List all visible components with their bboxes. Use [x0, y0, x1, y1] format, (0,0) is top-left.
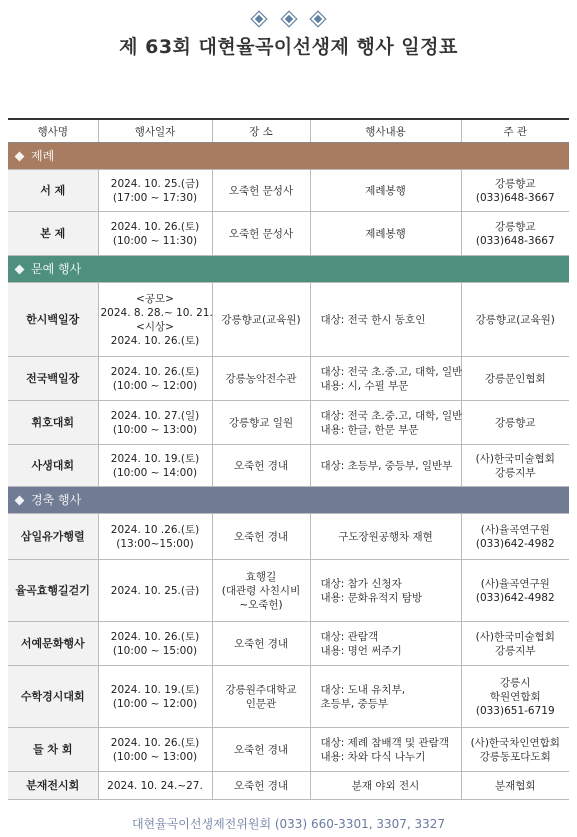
event-name-cell: 서예문화행사	[8, 622, 98, 666]
event-date-line: 2024. 10. 24.~27.	[107, 779, 203, 792]
event-host-line: (033)642-4982	[475, 591, 555, 604]
footer-contact: 대현율곡이선생제전위원회 (033) 660-3301, 3307, 3327	[131, 817, 446, 831]
event-content-line: 구도장원공행차 재현	[338, 530, 433, 543]
header-event-name: 행사명	[8, 119, 98, 143]
event-date-line: 2024. 10. 27.(일)	[110, 409, 200, 422]
event-host-line: (사)한국미술협회	[475, 630, 555, 643]
event-place-line: (대관령 사친시비	[221, 584, 301, 597]
table-row	[8, 401, 569, 445]
event-place-cell	[212, 212, 310, 256]
diamond-ornament-icon	[280, 11, 297, 28]
event-date-cell	[98, 666, 212, 728]
event-name-cell: 휘호대회	[8, 401, 98, 445]
diamond-ornament-icon	[309, 11, 326, 28]
event-content-cell	[310, 622, 461, 666]
section-header	[8, 143, 569, 170]
section-header	[8, 256, 569, 283]
event-name-cell: 수학경시대회	[8, 666, 98, 728]
event-place-cell	[212, 622, 310, 666]
section-header-row	[8, 143, 569, 170]
event-date-line: 2024. 10. 25.(금)	[110, 584, 200, 597]
event-host-cell	[461, 357, 569, 401]
event-name-cell: 분재전시회	[8, 772, 98, 800]
event-content-cell	[310, 283, 461, 357]
section-label: 제례	[31, 149, 55, 163]
table-row	[8, 560, 569, 622]
event-place-line: 강릉원주대학교	[225, 683, 297, 696]
event-date-cell	[98, 283, 212, 357]
event-host-line: 강릉향교	[494, 220, 536, 233]
diamond-bullet-icon	[15, 265, 25, 275]
event-place-cell	[212, 357, 310, 401]
event-date-line: (10:00 ~ 13:00)	[112, 423, 198, 436]
event-host-line: (033)642-4982	[475, 537, 555, 550]
event-date-cell	[98, 514, 212, 560]
section-header-row	[8, 487, 569, 514]
table-row	[8, 445, 569, 487]
header-host: 주 관	[461, 119, 569, 143]
table-header-row	[8, 119, 569, 143]
event-content-line: 대상: 초등부, 중등부, 일반부	[320, 459, 453, 472]
event-date-line: 2024. 10. 26.(토)	[110, 736, 200, 749]
event-date-cell	[98, 357, 212, 401]
event-date-line: (10:00 ~ 13:00)	[112, 750, 198, 763]
event-place-cell	[212, 445, 310, 487]
event-host-cell	[461, 170, 569, 212]
event-place-line: 인문관	[245, 697, 277, 710]
event-place-cell	[212, 772, 310, 800]
event-content-cell	[310, 728, 461, 772]
event-date-line: 2024. 10. 26.(토)	[110, 220, 200, 233]
event-host-line: (사)율곡연구원	[480, 523, 550, 536]
table-row	[8, 170, 569, 212]
event-host-cell	[461, 666, 569, 728]
event-host-line: 학원연합회	[489, 690, 541, 703]
event-place-cell	[212, 560, 310, 622]
event-name-cell: 전국백일장	[8, 357, 98, 401]
event-date-line: 2024. 10. 19.(토)	[110, 683, 200, 696]
header-place: 장 소	[212, 119, 310, 143]
event-content-line: 대상: 전국 초.중.고, 대학, 일반	[320, 365, 463, 378]
event-date-cell	[98, 560, 212, 622]
event-place-cell	[212, 170, 310, 212]
event-date-cell	[98, 401, 212, 445]
event-content-cell	[310, 170, 461, 212]
table-body	[8, 143, 569, 800]
diamond-bullet-icon	[15, 152, 25, 162]
event-content-line: 제례봉행	[365, 184, 406, 197]
event-host-line: 강릉문인협회	[484, 372, 546, 385]
event-host-cell	[461, 283, 569, 357]
event-name-cell: 삼일유가행렬	[8, 514, 98, 560]
table-row	[8, 772, 569, 800]
event-date-cell	[98, 728, 212, 772]
event-content-cell	[310, 772, 461, 800]
event-host-cell	[461, 401, 569, 445]
event-host-line: 강릉지부	[494, 644, 536, 657]
event-date-line: 2024. 10. 26.(토)	[110, 334, 200, 347]
event-date-line: (17:00 ~ 17:30)	[112, 191, 198, 204]
event-host-cell	[461, 622, 569, 666]
event-place-line: 효행길	[245, 570, 277, 583]
event-place-line: ~오죽헌)	[239, 598, 283, 611]
event-content-line: 내용: 문화유적지 탐방	[320, 591, 422, 604]
event-content-line: 제례봉행	[365, 227, 406, 240]
event-name-cell: 한시백일장	[8, 283, 98, 357]
event-host-line: (033)648-3667	[475, 234, 555, 247]
event-date-line: 2024. 10. 19.(토)	[110, 452, 200, 465]
table-row	[8, 357, 569, 401]
event-content-cell	[310, 357, 461, 401]
schedule-table	[8, 118, 569, 800]
event-date-line: (10:00 ~ 14:00)	[112, 466, 198, 479]
event-date-line: 2024. 10 .26.(토)	[110, 523, 200, 536]
event-date-line: 2024. 10. 26.(토)	[110, 365, 200, 378]
event-name-cell: 율곡효행길걷기	[8, 560, 98, 622]
event-host-line: 강릉지부	[494, 466, 536, 479]
event-place-line: 오죽헌 경내	[233, 459, 289, 472]
event-content-line: 대상: 전국 초.중.고, 대학, 일반	[320, 409, 463, 422]
event-place-line: 오죽헌 문성사	[228, 227, 294, 240]
event-name-cell: 서 제	[8, 170, 98, 212]
event-place-cell	[212, 283, 310, 357]
section-label: 경축 행사	[31, 493, 82, 507]
event-date-line: (10:00 ~ 12:00)	[112, 697, 198, 710]
event-place-line: 오죽헌 문성사	[228, 184, 294, 197]
event-content-cell	[310, 401, 461, 445]
event-host-cell	[461, 560, 569, 622]
table-row	[8, 622, 569, 666]
event-content-cell	[310, 445, 461, 487]
section-header	[8, 487, 569, 514]
header-content: 행사내용	[310, 119, 461, 143]
event-date-line: 2024. 8. 28.~ 10. 21.	[100, 306, 213, 319]
section-header-row	[8, 256, 569, 283]
event-host-line: (사)한국차인연합회	[470, 736, 560, 749]
event-host-line: 강릉시	[500, 676, 531, 689]
event-host-cell	[461, 212, 569, 256]
event-place-line: 오죽헌 경내	[233, 637, 289, 650]
event-content-cell	[310, 212, 461, 256]
event-place-line: 강릉농악전수관	[225, 372, 297, 385]
event-date-cell	[98, 772, 212, 800]
event-content-cell	[310, 514, 461, 560]
event-host-line: (033)648-3667	[475, 191, 555, 204]
event-host-cell	[461, 514, 569, 560]
header-date: 행사일자	[98, 119, 212, 143]
table-row	[8, 514, 569, 560]
event-content-line: 내용: 한글, 한문 부문	[320, 423, 419, 436]
event-place-line: 강릉향교 일원	[228, 416, 294, 429]
event-place-cell	[212, 728, 310, 772]
event-host-cell	[461, 445, 569, 487]
event-content-line: 분재 야외 전시	[351, 779, 420, 792]
event-name-cell: 사생대회	[8, 445, 98, 487]
event-date-line: 2024. 10. 26.(토)	[110, 630, 200, 643]
section-label: 문예 행사	[31, 262, 82, 276]
title-ornament	[0, 10, 577, 29]
event-name-cell: 본 제	[8, 212, 98, 256]
event-date-line: 2024. 10. 25.(금)	[110, 177, 200, 190]
diamond-ornament-icon	[251, 11, 268, 28]
event-place-line: 오죽헌 경내	[233, 530, 289, 543]
event-place-cell	[212, 401, 310, 445]
event-content-cell	[310, 560, 461, 622]
event-host-line: 분재협회	[494, 779, 536, 792]
event-date-line: (10:00 ~ 15:00)	[112, 644, 198, 657]
table-row	[8, 283, 569, 357]
event-date-line: (10:00 ~ 12:00)	[112, 379, 198, 392]
diamond-bullet-icon	[15, 496, 25, 506]
event-date-cell	[98, 622, 212, 666]
event-content-line: 대상: 제례 참배객 및 관람객	[320, 736, 449, 749]
event-date-line: (10:00 ~ 11:30)	[112, 234, 198, 247]
event-content-line: 대상: 도내 유치부,	[320, 683, 406, 696]
event-host-line: (033)651-6719	[475, 704, 555, 717]
event-content-line: 내용: 시, 수필 부문	[320, 379, 409, 392]
event-content-line: 초등부, 중등부	[320, 697, 389, 710]
event-host-line: (사)한국미술협회	[475, 452, 555, 465]
event-host-cell	[461, 772, 569, 800]
event-host-line: 강릉향교	[494, 177, 536, 190]
event-host-line: (사)율곡연구원	[480, 577, 550, 590]
table-row	[8, 666, 569, 728]
event-date-line: (13:00~15:00)	[116, 537, 194, 550]
event-place-cell	[212, 514, 310, 560]
event-date-cell	[98, 170, 212, 212]
event-content-cell	[310, 666, 461, 728]
event-host-cell	[461, 728, 569, 772]
event-content-line: 내용: 차와 다식 나누기	[320, 750, 426, 763]
event-date-line: <공모>	[136, 292, 174, 305]
page-title: 제 63회 대현율곡이선생제 행사 일정표	[119, 36, 458, 58]
event-place-line: 오죽헌 경내	[233, 743, 289, 756]
event-name-cell: 들 차 회	[8, 728, 98, 772]
event-place-cell	[212, 666, 310, 728]
event-content-line: 내용: 명언 써주기	[320, 644, 402, 657]
event-place-line: 오죽헌 경내	[233, 779, 289, 792]
event-date-cell	[98, 445, 212, 487]
event-content-line: 대상: 전국 한시 동호인	[320, 313, 426, 326]
event-host-line: 강릉동포다도회	[479, 750, 551, 763]
event-host-line: 강릉향교(교육원)	[475, 313, 555, 326]
table-row	[8, 728, 569, 772]
event-content-line: 대상: 참가 신청자	[320, 577, 402, 590]
table-row	[8, 212, 569, 256]
event-content-line: 대상: 관람객	[320, 630, 379, 643]
event-date-cell	[98, 212, 212, 256]
event-place-line: 강릉향교(교육원)	[221, 313, 301, 326]
event-date-line: <시상>	[136, 320, 174, 333]
event-host-line: 강릉향교	[494, 416, 536, 429]
